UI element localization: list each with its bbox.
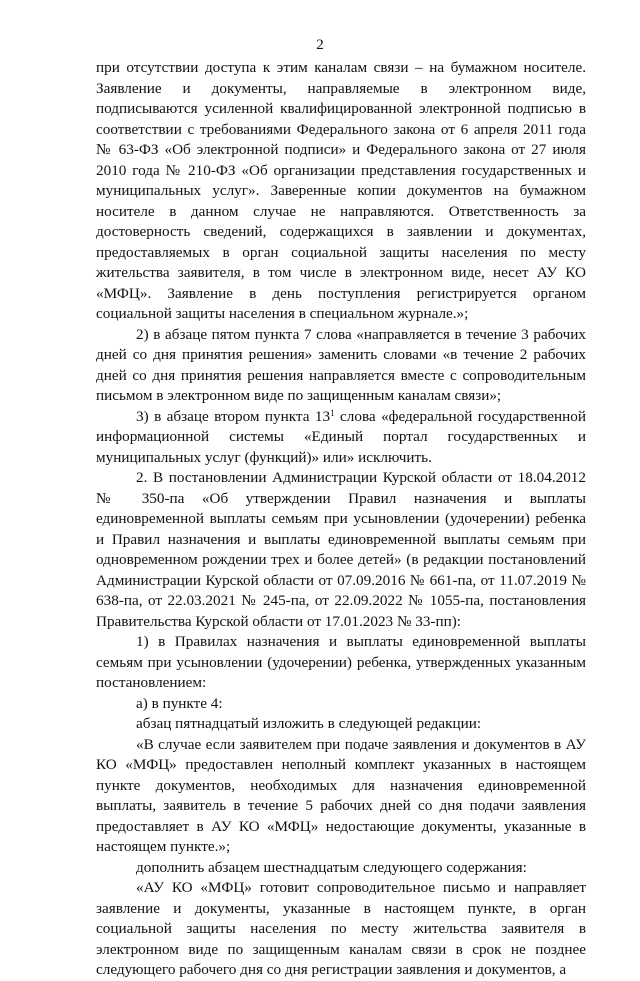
paragraph-item-3-end: слова «федеральной государственной информационной системы «Единый портал государственных и муниципальных услуг (функций)» или» исключить. <box>96 407 586 466</box>
paragraph-item-2: 2) в абзаце пятом пункта 7 слова «направляется в течение 3 рабочих дней со дня принятия решения» заменить словами «в течение 2 рабочих дней со дня принятия решения направляется вместе с сопроводительным письмом в электронном виде по защищенным каналам связи»; <box>96 325 586 404</box>
page-number: 2 <box>316 37 324 53</box>
superscript-index: 1 <box>330 407 335 418</box>
paragraph-quote-15: «В случае если заявителем при подаче заявления и документов в АУ КО «МФЦ» предоставлен неполный комплект указанных в настоящем пункте документов, необходимых для назначения единовременной выплаты, заявитель в течение 5 рабочих дней со дня подачи заявления предоставляет в АУ КО «МФЦ» недостающие документы, указанные в настоящем пункте.»; <box>96 735 586 855</box>
paragraph-item-3 <box>96 407 586 469</box>
paragraph-instruction-16: дополнить абзацем шестнадцатым следующего содержания: <box>136 858 527 876</box>
paragraph-subitem-1: 1) в Правилах назначения и выплаты единовременной выплаты семьям при усыновлении (удочерении) ребенка, утвержденных указанным постановлением: <box>96 633 586 691</box>
document-body <box>96 58 586 981</box>
paragraph-instruction-15: абзац пятнадцатый изложить в следующей редакции: <box>136 715 482 732</box>
paragraph-subitem-a: а) в пункте 4: <box>136 694 223 712</box>
paragraph-item-3-start: 3) в абзаце втором пункта 13 <box>136 407 331 425</box>
paragraph-quote-16: «АУ КО «МФЦ» готовит сопроводительное письмо и направляет заявление и документы, указанные в настоящем пункте, в орган социальной защиты населения по месту жительства заявителя в электронном виде по защищенным каналам связи в срок не позднее следующего рабочего дня со дня регистрации заявления и документов, а <box>96 879 586 978</box>
paragraph-continuation: при отсутствии доступа к этим каналам связи – на бумажном носителе. Заявление и документы, направляемые в электронном виде, подписываются усиленной квалифицированной электронной подписью в соответствии с требованиями Федерального закона от 6 апреля 2011 года № 63-ФЗ «Об электронной подписи» и Федерального закона от 27 июля 2010 года № 210-ФЗ «Об организации представления государственных и муниципальных услуг». Заверенные копии документов на бумажном носителе в данном случае не направляются. Ответственность за достоверность сведений, содержащихся в заявлении и документах, предоставляемых в орган социальной защиты населения по месту жительства заявителя, в том числе в электронном виде, несет АУ КО «МФЦ». Заявление в день поступления регистрируется органом социальной защиты населения в специальном журнале.»; <box>96 59 586 322</box>
paragraph-section-2: 2. В постановлении Администрации Курской области от 18.04.2012 № 350-па «Об утверждении Правил назначения и выплаты единовременной выплаты семьям при усыновлении (удочерении) ребенка и Правил назначения и выплаты единовременной выплаты семьям при одновременном рождении трех и более детей» (в редакции постановлений Администрации Курской области от 07.09.2016 № 661-па, от 11.07.2019 № 638-па, от 22.03.2021 № 245-па, от 22.09.2022 № 1055-па, постановления Правительства Курской области от 17.01.2023 № 33-пп): <box>96 469 586 630</box>
